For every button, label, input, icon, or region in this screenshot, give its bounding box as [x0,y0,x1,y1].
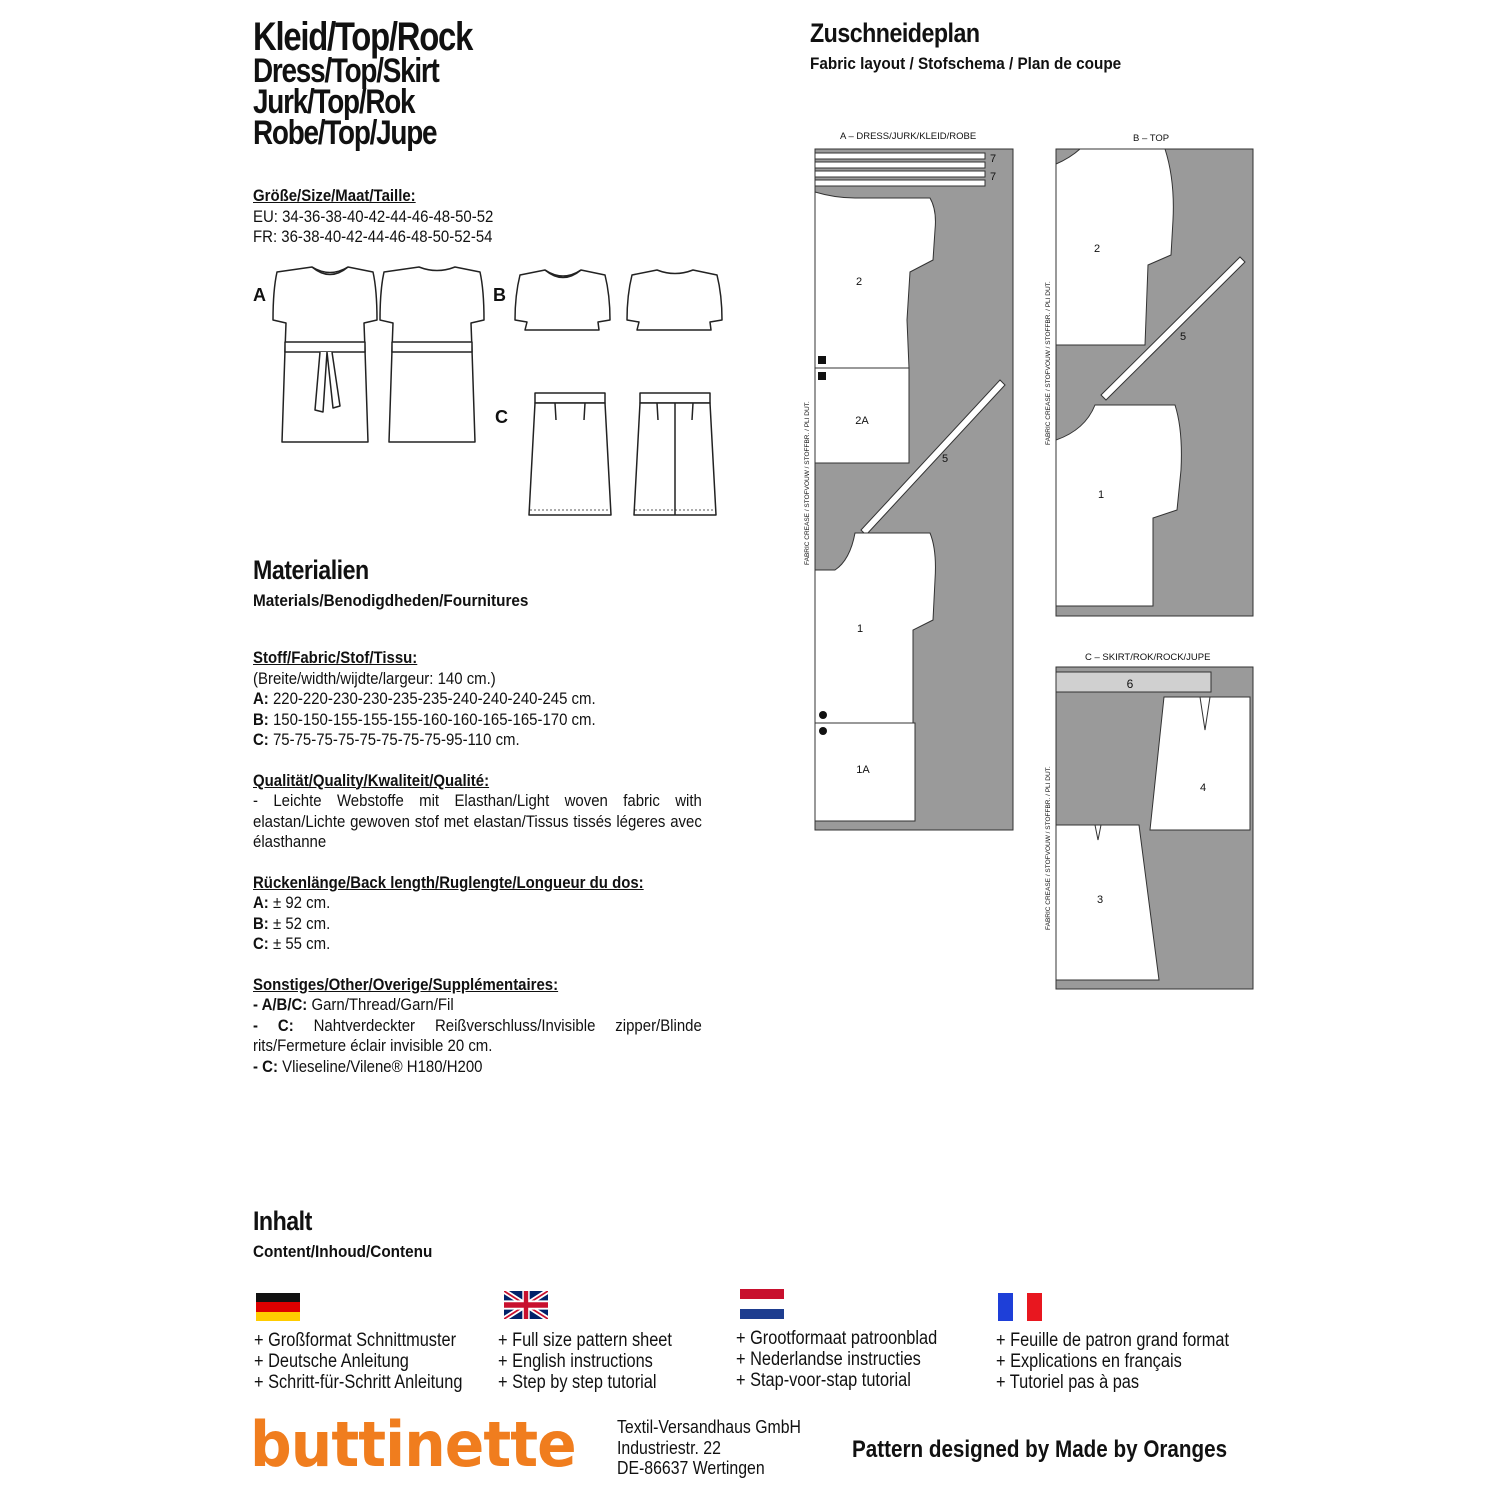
back-b [253,914,702,935]
piece-label-5a: 5 [941,453,949,465]
fabric-c [253,730,702,751]
sizes-heading: Größe/Size/Maat/Taille: [253,186,416,205]
crease-label-a: FABRIC CREASE / STOFVOUW / STOFFBR. / PLI DUT. [804,401,811,565]
back-c [253,934,702,955]
other-3-value: Vlieseline/Vilene® H180/H200 [282,1056,483,1076]
other-3 [253,1057,702,1078]
fabric-heading: Stoff/Fabric/Stof/Tissu: [253,648,418,667]
content-list-de [254,1330,462,1393]
content-en-1: + Full size pattern sheet [498,1330,672,1351]
other-2 [253,1016,702,1057]
fabric-layout-diagram [795,140,1265,1000]
fabric-c-value: 75-75-75-75-75-75-75-75-95-110 cm. [272,730,520,749]
content-de-2: + Deutsche Anleitung [254,1351,409,1372]
buttinette-logo: buttinette [250,1408,576,1481]
other-2-value: Nahtverdeckter Reißverschluss/Invisible zipper/Blinde rits/Fermeture éclair invisible 20 cm. [253,1015,702,1055]
back-c-label: C: [253,934,269,953]
crease-label-b: FABRIC CREASE / STOFVOUW / STOFFBR. / PLI DUT. [1045,281,1052,445]
quality-heading: Qualität/Quality/Kwaliteit/Qualité: [253,770,490,790]
fabric-b-value: 150-150-155-155-155-160-160-165-165-170 cm. [272,709,596,729]
piece-label-7b: 7 [989,171,997,183]
other-2-label: - C: [253,1015,294,1035]
piece-label-2b: 2 [1093,243,1101,255]
fabric-a-value: 220-220-230-230-235-235-240-240-240-245 cm. [272,689,596,708]
back-a [253,893,702,914]
top-front-sketch [515,270,610,330]
content-nl-2: + Nederlandse instructies [736,1349,921,1370]
sizes-fr: FR: 36-38-40-42-44-46-48-50-52-54 [253,227,493,246]
title-de: Kleid/Top/Rock [253,15,473,59]
materials-block [253,648,702,1077]
top-back-sketch [627,270,722,330]
fabric-b-label: B: [253,709,269,729]
piece-label-3: 3 [1096,894,1104,906]
dress-back-sketch [380,267,484,442]
sizes-block [253,186,493,248]
fabric-b [253,710,702,731]
skirt-back-sketch [634,393,716,515]
content-nl-3: + Stap-voor-stap tutorial [736,1370,911,1391]
fabric-a-label: A: [253,689,269,708]
view-label-b: B [493,285,506,305]
content-de-1: + Großformat Schnittmuster [254,1330,457,1351]
piece-label-2a: 2A [855,415,869,427]
address-line-1: Textil-Versandhaus GmbH [617,1417,802,1437]
content-list-fr [996,1330,1229,1393]
content-fr-3: + Tutoriel pas à pas [996,1372,1140,1393]
content-list-nl [736,1328,937,1391]
content-de-3: + Schritt-für-Schritt Anleitung [254,1372,463,1393]
layout-label-b: B – TOP [1133,133,1170,144]
dress-front-sketch [273,267,377,442]
french-flag-icon [998,1293,1042,1321]
piece-label-1b: 1 [1097,489,1105,501]
back-a-label: A: [253,893,269,912]
content-en-2: + English instructions [498,1351,653,1372]
back-b-value: ± 52 cm. [272,913,331,933]
dutch-flag-icon [740,1289,784,1319]
back-length-heading: Rückenlänge/Back length/Ruglengte/Longueur du dos: [253,872,644,892]
uk-flag-icon [504,1291,548,1319]
piece-label-1a: 1A [856,764,870,776]
piece-label-2: 2 [855,276,863,288]
back-a-value: ± 92 cm. [272,893,331,912]
content-fr-1: + Feuille de patron grand format [996,1330,1229,1351]
designer-credit: Pattern designed by Made by Oranges [852,1436,1228,1463]
content-title: Inhalt [253,1206,312,1236]
layout-label-c: C – SKIRT/ROK/ROCK/JUPE [1085,652,1211,663]
german-flag-icon [256,1293,300,1321]
fabric-width: (Breite/width/wijdte/largeur: 140 cm.) [253,668,496,688]
other-3-label: - C: [253,1056,278,1076]
materials-title: Materialien [253,555,369,585]
technical-sketches [265,260,745,550]
layout-title: Zuschneideplan [810,18,980,48]
piece-label-4: 4 [1199,782,1207,794]
address-line-3: DE-86637 Wertingen [617,1458,765,1478]
company-address [617,1417,801,1479]
layout-label-a: A – DRESS/JURK/KLEID/ROBE [840,131,977,142]
quality-text: - Leichte Webstoffe mit Elasthan/Light woven fabric with elastan/Lichte gewoven stof met elastan/Tissus tissés légeres avec élasthanne [253,791,702,851]
other-heading: Sonstiges/Other/Overige/Supplémentaires: [253,974,559,994]
title-nl: Jurk/Top/Rok [253,83,415,121]
other-1 [253,995,702,1016]
address-line-2: Industriestr. 22 [617,1437,721,1458]
title-en: Dress/Top/Skirt [253,52,439,90]
piece-label-7a: 7 [989,153,997,165]
skirt-front-sketch [529,393,611,515]
content-fr-2: + Explications en français [996,1351,1182,1372]
piece-label-5b: 5 [1179,331,1187,343]
title-fr: Robe/Top/Jupe [253,114,437,152]
back-b-label: B: [253,913,269,933]
content-en-3: + Step by step tutorial [498,1372,657,1393]
materials-subtitle: Materials/Benodigdheden/Fournitures [253,591,529,610]
piece-label-6: 6 [1126,677,1134,691]
piece-label-1: 1 [856,623,864,635]
content-nl-1: + Grootformaat patroonblad [736,1328,938,1349]
fabric-c-label: C: [253,730,269,749]
sizes-eu: EU: 34-36-38-40-42-44-46-48-50-52 [253,206,494,226]
view-label-a: A [253,285,266,305]
other-1-label: - A/B/C: [253,995,308,1014]
fabric-a [253,689,702,710]
view-label-c: C [495,407,508,427]
pattern-title [253,15,473,152]
content-list-en [498,1330,672,1393]
layout-subtitle: Fabric layout / Stofschema / Plan de coupe [810,54,1122,73]
other-1-value: Garn/Thread/Garn/Fil [311,995,454,1014]
crease-label-c: FABRIC CREASE / STOFVOUW / STOFFBR. / PLI DUT. [1045,766,1052,930]
content-subtitle: Content/Inhoud/Contenu [253,1242,433,1261]
back-c-value: ± 55 cm. [272,934,331,953]
